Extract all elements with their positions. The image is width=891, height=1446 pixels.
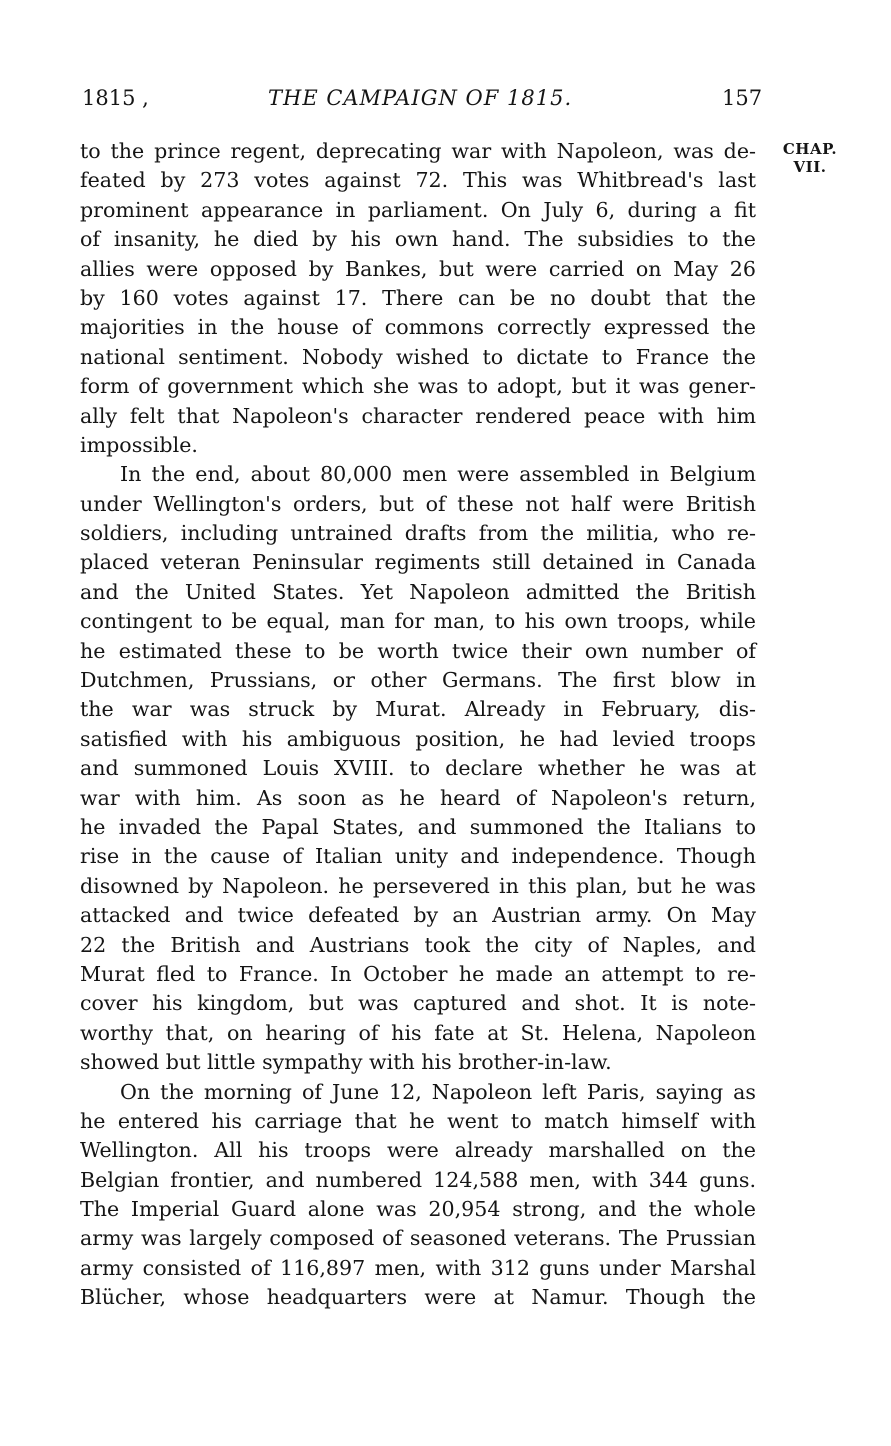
text-line: allies were opposed by Bankes, but were carried on May 26 <box>80 256 756 281</box>
text-line: contingent to be equal, man for man, to his own troops, while <box>80 609 756 634</box>
text-line: Murat fled to France. In October he made an attempt to re- <box>80 961 756 986</box>
running-header <box>0 86 891 116</box>
text-line: rise in the cause of Italian unity and independence. Though <box>80 844 756 869</box>
text-line: the war was struck by Murat. Already in February, dis- <box>80 697 756 722</box>
text-line: and the United States. Yet Napoleon admitted the British <box>80 579 756 604</box>
text-line: he entered his carriage that he went to match himself with <box>80 1108 756 1133</box>
body-text <box>80 137 756 1313</box>
header-title: THE CAMPAIGN OF 1815. <box>268 86 573 110</box>
text-line: under Wellington's orders, but of these not half were British <box>80 491 756 516</box>
text-line: prominent appearance in parliament. On July 6, during a fit <box>80 197 756 222</box>
text-line: Blücher, whose headquarters were at Namur. Though the <box>80 1285 756 1310</box>
text-line: Wellington. All his troops were already marshalled on the <box>80 1138 756 1163</box>
text-line: Belgian frontier, and numbered 124,588 men, with 344 guns. <box>80 1167 756 1192</box>
paragraph-start-line: In the end, about 80,000 men were assembled in Belgium <box>120 462 756 487</box>
text-line: of insanity, he died by his own hand. The subsidies to the <box>80 227 756 252</box>
text-line: satisfied with his ambiguous position, he had levied troops <box>80 726 756 751</box>
text-line: majorities in the house of commons correctly expressed the <box>80 315 756 340</box>
text-line: The Imperial Guard alone was 20,954 strong, and the whole <box>80 1197 756 1222</box>
header-year: 1815 , <box>82 86 149 110</box>
text-line: by 160 votes against 17. There can be no doubt that the <box>80 285 756 310</box>
text-line: attacked and twice defeated by an Austrian army. On May <box>80 903 756 928</box>
text-line: form of government which she was to adopt, but it was gener- <box>80 374 756 399</box>
text-line: cover his kingdom, but was captured and shot. It is note- <box>80 991 756 1016</box>
text-line: he invaded the Papal States, and summoned the Italians to <box>80 814 756 839</box>
text-line: 22 the British and Austrians took the city of Naples, and <box>80 932 756 957</box>
page-number: 157 <box>722 86 763 110</box>
text-line: he estimated these to be worth twice their own number of <box>80 638 756 663</box>
text-line: feated by 273 votes against 72. This was Whitbread's last <box>80 168 756 193</box>
text-line: Dutchmen, Prussians, or other Germans. The first blow in <box>80 668 756 693</box>
text-line: national sentiment. Nobody wished to dictate to France the <box>80 344 756 369</box>
text-line: ally felt that Napoleon's character rendered peace with him <box>80 403 756 428</box>
text-line: disowned by Napoleon. he persevered in this plan, but he was <box>80 873 756 898</box>
text-line: worthy that, on hearing of his fate at St. Helena, Napoleon <box>80 1020 756 1045</box>
margin-note-chap: CHAP. <box>782 140 838 158</box>
text-line: soldiers, including untrained drafts from the militia, who re- <box>80 521 756 546</box>
paragraph-start-line: On the morning of June 12, Napoleon left Paris, saying as <box>120 1079 756 1104</box>
paragraph-end-line: impossible. <box>80 432 198 457</box>
chapter-margin-note <box>775 140 845 176</box>
text-line: war with him. As soon as he heard of Napoleon's return, <box>80 785 756 810</box>
margin-note-number: VII. <box>793 158 827 176</box>
text-line: to the prince regent, deprecating war with Napoleon, was de- <box>80 139 756 163</box>
text-line: and summoned Louis XVIII. to declare whether he was at <box>80 756 756 781</box>
text-line: placed veteran Peninsular regiments still detained in Canada <box>80 550 756 575</box>
paragraph-end-line: showed but little sympathy with his brother-in-law. <box>80 1050 612 1075</box>
text-line: army was largely composed of seasoned veterans. The Prussian <box>80 1226 756 1251</box>
text-line: army consisted of 116,897 men, with 312 guns under Marshal <box>80 1255 756 1280</box>
